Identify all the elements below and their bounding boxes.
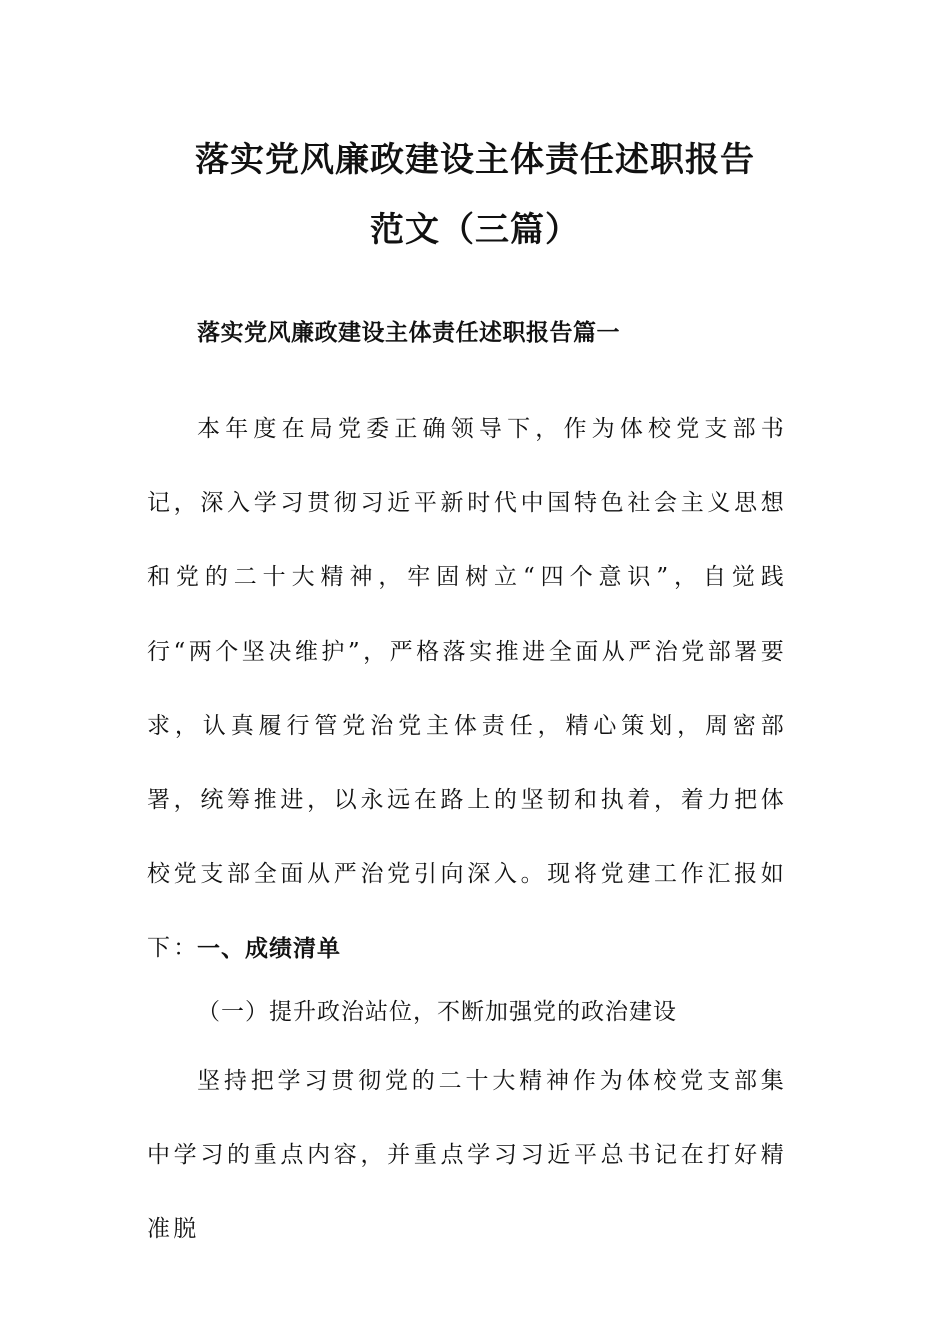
body-paragraph: 坚持把学习贯彻党的二十大精神作为体校党支部集中学习的重点内容，并重点学习习近平总书记在打好精准脱 (147, 1068, 787, 1243)
subheading-political-construction: （一）提升政治站位，不断加强党的政治建设 (197, 999, 677, 1025)
heading-achievements: 一、成绩清单 (197, 935, 341, 962)
document-title-line-1: 落实党风廉政建设主体责任述职报告 (195, 140, 755, 180)
section-title: 落实党风廉政建设主体责任述职报告篇一 (197, 319, 620, 346)
document-title-line-2: 范文（三篇） (370, 210, 580, 250)
intro-paragraph: 本年度在局党委正确领导下，作为体校党支部书记，深入学习贯彻习近平新时代中国特色社会主义思想和党的二十大精神，牢固树立“四个意识”，自觉践行“两个坚决维护”，严格落实推进全面从严治党部署要求，认真履行管党治党主体责任，精心策划，周密部署，统筹推进，以永远在路上的坚韧和执着，着力把体校党支部全面从严治党引向深入。现将党建工作汇报如下： (147, 416, 787, 962)
